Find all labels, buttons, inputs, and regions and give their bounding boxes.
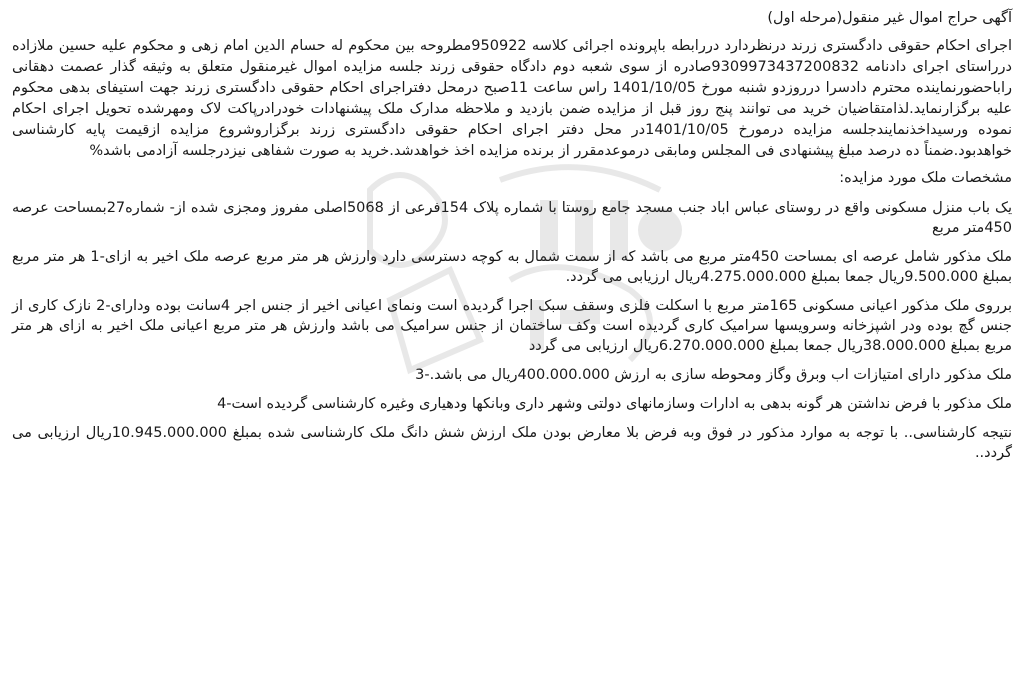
notice-title: آگهی حراج اموال غیر منقول(مرحله اول) xyxy=(767,10,1012,26)
list-item-3: ملک مذکور دارای امتیازات اب وبرق وگاز ومحوطه سازی به ارزش 400.000.000ریال می باشد.-3 xyxy=(415,367,1012,383)
intro-paragraph: اجرای احکام حقوقی دادگستری زرند درنظردارد دررابطه باپرونده اجرائی کلاسه 950922مطروحه بین محکوم له حسام الدین امام زهی و محکوم علیه حسین ملازاده درراستای اجرای دادنامه 9309973437200832صادره از سوی شعبه دوم دادگاه حقوقی زرند جلسه مزایده اموال غیرمنقول متعلق به وثیقه گذار عصمت دهقانی راباحضورنماینده محترم دادسرا درروزدو شنبه مورخ 1401/10/05 راس ساعت 11صبح درمحل دفتراجرای احکام حقوقی دادگستری زرند جهت استیفای بدهی محکوم علیه برگزارنماید.لذامتقاضیان خرید می توانند پنج روز قبل از مزایده ضمن بازدید و ملاحظه مدارک ملک پیشنهادات خودرادرپاکت لاک ومهرشده تحویل اجرای احکام نموده ورسیداخذنمایندجلسه مزایده درمورخ 1401/10/05در محل دفتر اجرای احکام حقوقی دادگستری زرند برگزاروشروع مزایده ازقیمت پایه کارشناسی خواهدبود.ضمناً ده درصد مبلغ پیشنهادی فی المجلس ومابقی درموعدمقرر از برنده مزایده اخذ خواهدشد.خرید به صورت شفاهی نیزدرجلسه آزادمی باشد% xyxy=(12,38,1012,159)
list-item-4: ملک مذکور با فرض نداشتن هر گونه بدهی به ادارات وسازمانهای دولتی وشهر داری وبانکها ودهیاری وغیره کارشناسی گردیده است-4 xyxy=(217,396,1012,412)
property-description: یک باب منزل مسکونی واقع در روستای عباس اباد جنب مسجد جامع روستا با شماره پلاک 154فرعی از 5068اصلی مفروز ومجزی شده از- شماره27بمساحت عرصه 450متر مربع xyxy=(12,200,1012,236)
list-item-2: برروی ملک مذکور اعیانی مسکونی 165متر مربع با اسکلت فلزی وسقف سبک اجرا گردیده است ونمای اعیانی اخیر از جنس اجر 4سانت بوده ودارای-2 نازک کاری از جنس گچ بوده ودر اشپزخانه وسرویسها سرامیک کاری گردیده است وکف ساختمان از جنس سرامیک می باشد وارزش هر متر مربع اعیانی ملک اخیر به ازای هر متر مربع بمبلغ 38.000.000ریال جمعا بمبلغ 6.270.000.000ریال ارزیابی می گردد xyxy=(12,298,1012,354)
list-item-1: ملک مذکور شامل عرصه ای بمساحت 450متر مربع می باشد که از سمت شمال به کوچه دسترسی دارد وارزش هر متر مربع عرصه ملک اخیر به ازای-1 هر متر مربع بمبلغ 9.500.000ریال جمعا بمبلغ 4.275.000.000ریال ارزیابی می گردد. xyxy=(12,249,1012,285)
specs-heading: مشخصات ملک مورد مزایده: xyxy=(839,170,1012,186)
appraisal-conclusion: نتیجه کارشناسی.. با توجه به موارد مذکور در فوق وبه فرض بلا معارض بودن ملک ارزش شش دانگ ملک کارشناسی شده بمبلغ 10.945.000.000ریال ارزیابی می گردد.. xyxy=(12,425,1012,461)
